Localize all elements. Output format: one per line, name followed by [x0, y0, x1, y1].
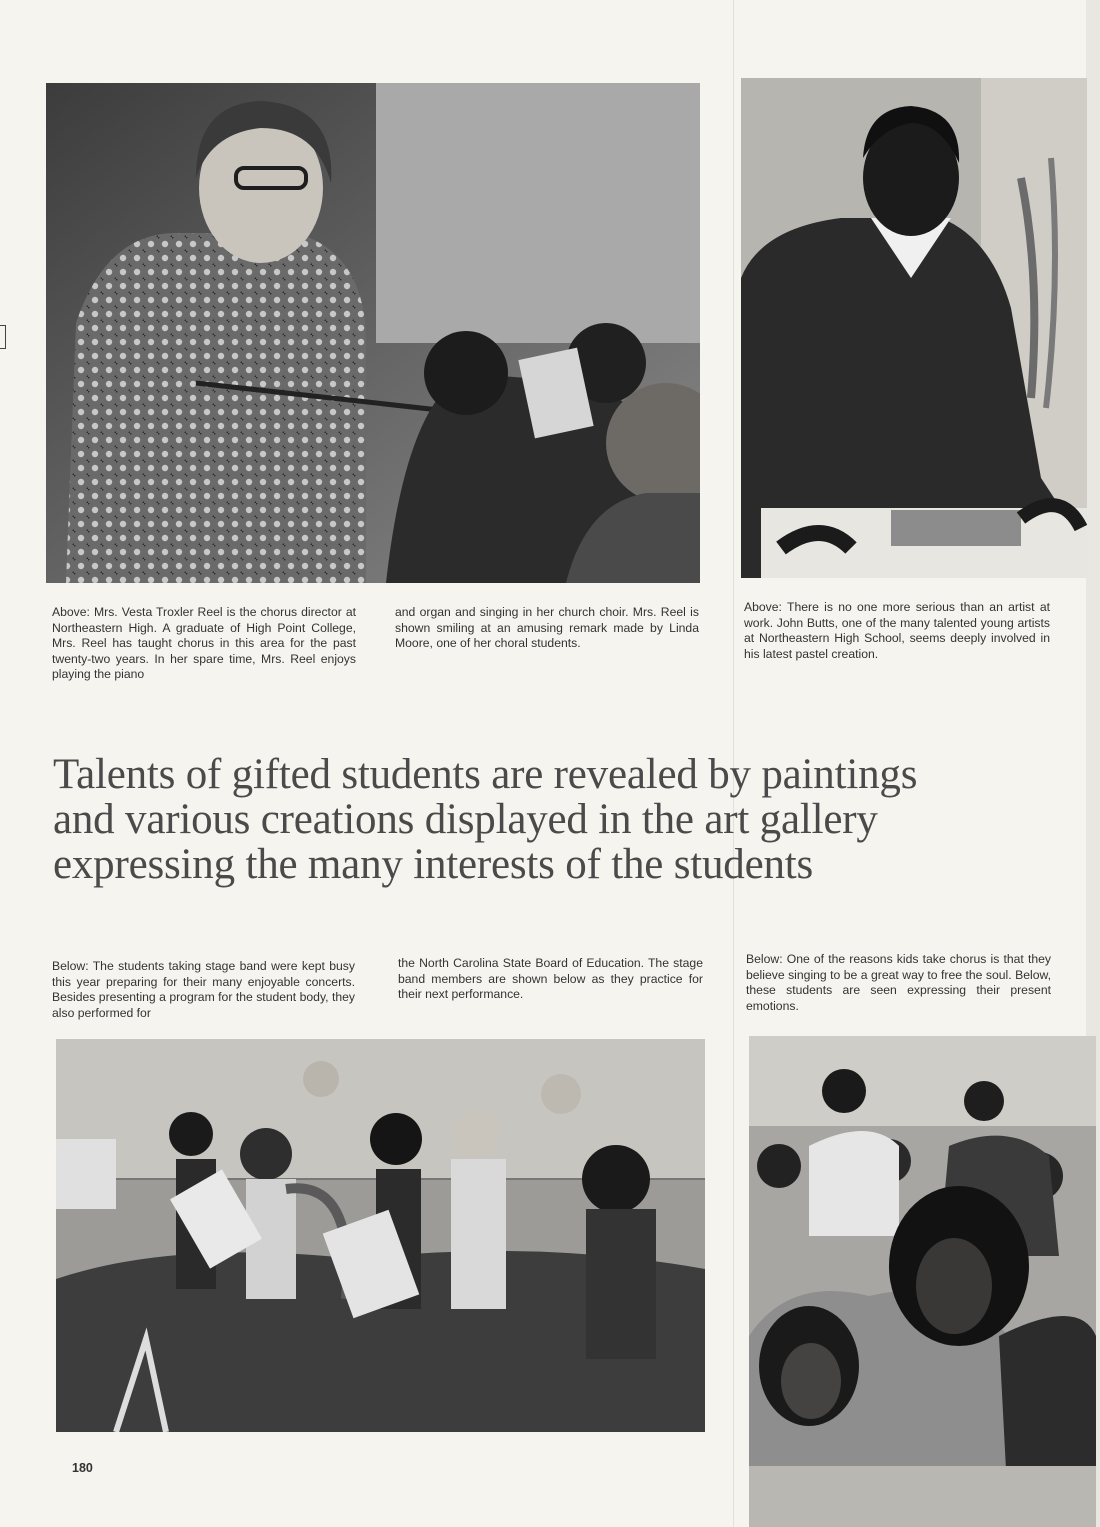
headline-line-2: and various creations displayed in the art gallery	[53, 796, 878, 843]
photo-chorus-director	[46, 83, 700, 583]
caption-stage-band-part1: Below: The students taking stage band were kept busy this year preparing for their many enjoyable concerts. Besides presenting a program for the student body, they also performed for	[52, 959, 355, 1020]
page-number: 180	[72, 1461, 93, 1475]
caption-art-student: Above: There is no one more serious than an artist at work. John Butts, one of the many talented young artists at Northeastern High School, seems deeply involved in his latest pastel creation.	[744, 600, 1050, 661]
page-headline	[53, 752, 953, 887]
headline-line-3: expressing the many interests of the students	[53, 841, 814, 888]
headline-line-1: Talents of gifted students are revealed by paintings	[53, 751, 918, 798]
caption-stage-band-part2: the North Carolina State Board of Education. The stage band members are shown below as they practice for their next performance.	[398, 956, 703, 1002]
photo-art-student	[741, 78, 1087, 578]
caption-chorus-director-part1: Above: Mrs. Vesta Troxler Reel is the chorus director at Northeastern High. A graduate of High Point College, Mrs. Reel has taught chorus in this area for the past twenty-two years. In her spare time, Mrs. Reel enjoys playing the piano	[52, 605, 356, 682]
photo-stage-band	[56, 1039, 705, 1432]
caption-chorus-director-part2: and organ and singing in her church choir. Mrs. Reel is shown smiling at an amusing remark made by Linda Moore, one of her choral students.	[395, 605, 699, 651]
caption-chorus-students: Below: One of the reasons kids take chorus is that they believe singing to be a great way to free the soul. Below, these students are seen expressing their present emotions.	[746, 952, 1051, 1013]
binding-mark	[0, 325, 6, 349]
photo-chorus-students	[749, 1036, 1096, 1527]
